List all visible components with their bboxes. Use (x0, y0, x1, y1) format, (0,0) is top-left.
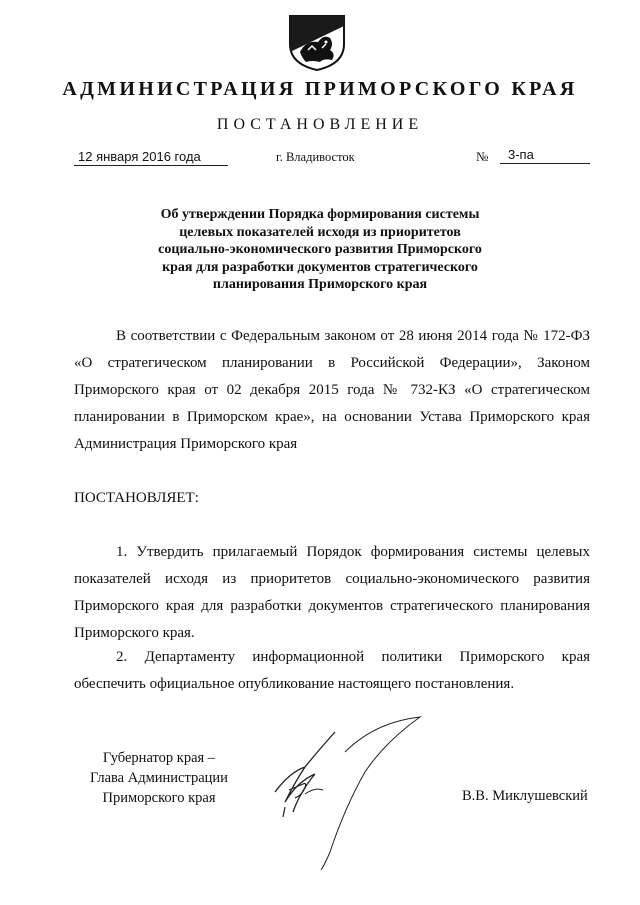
decree-word: ПОСТАНОВЛЯЕТ: (74, 490, 199, 506)
item-1-line: показателей исходя из приоритетов социально-экономического развития (74, 571, 590, 587)
number-sign: № (476, 149, 489, 164)
document-city: г. Владивосток (276, 150, 355, 164)
signatory-position-line: Глава Администрации (90, 770, 228, 786)
document-date: 12 января 2016 года (74, 149, 228, 166)
signatory-position-line: Губернатор края – (102, 750, 216, 766)
preamble-line: Администрация Приморского края (74, 436, 298, 452)
item-1-paragraph (74, 539, 590, 647)
item-2-line: 2. Департаменту информационной политики Приморского края (116, 649, 590, 665)
handwritten-signature (245, 712, 455, 872)
document-title: Об утверждении Порядка формирования системы целевых показателей исходя из приоритетов социально-экономического развития Приморского края для разработки документов стратегического планирования Приморского края (158, 207, 482, 292)
preamble-paragraph (74, 323, 590, 458)
preamble-line: планировании в Приморском крае», на основании Устава Приморского края (74, 409, 590, 425)
coat-of-arms-emblem (284, 12, 350, 72)
document-number: 3-па (500, 147, 590, 164)
preamble-line: «О стратегическом планировании в Российской Федерации», Законом (74, 355, 590, 371)
signatory-name: В.В. Миклушевский (462, 788, 588, 804)
organization-heading: АДМИНИСТРАЦИЯ ПРИМОРСКОГО КРАЯ (62, 78, 578, 100)
item-1-line: 1. Утвердить прилагаемый Порядок формирования системы целевых (116, 544, 590, 560)
preamble-line: Приморского края от 02 декабря 2015 года № 732-КЗ «О стратегическом (74, 382, 590, 398)
signatory-position (84, 748, 234, 808)
signatory-position-line: Приморского края (102, 790, 216, 806)
item-1-line: Приморского края. (74, 625, 195, 641)
item-2-line: обеспечить официальное опубликование настоящего постановления. (74, 676, 515, 692)
document-type-heading: ПОСТАНОВЛЕНИЕ (216, 116, 424, 133)
item-2-paragraph (74, 644, 590, 698)
item-1-line: Приморского края для разработки документов стратегического планирования (74, 598, 590, 614)
preamble-line: В соответствии с Федеральным законом от 28 июня 2014 года № 172-ФЗ (116, 328, 590, 344)
